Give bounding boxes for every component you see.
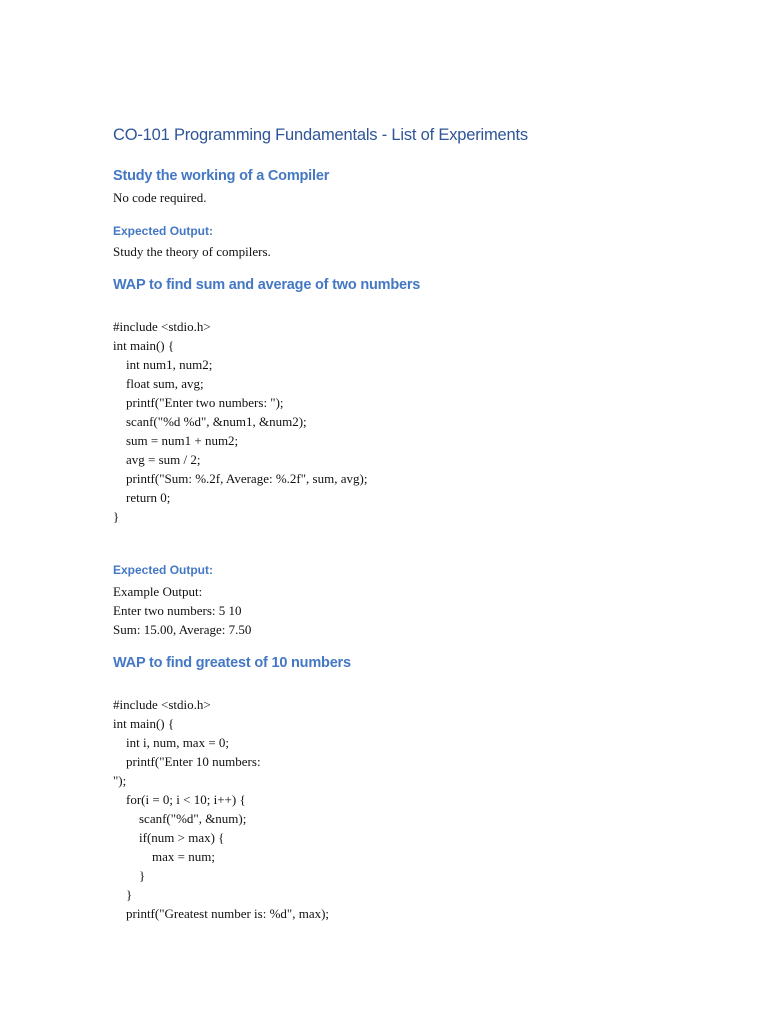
code-block (113, 317, 673, 526)
code-line: sum = num1 + num2; (113, 433, 239, 448)
expected-output-line: Sum: 15.00, Average: 7.50 (113, 622, 252, 637)
code-line: "); (113, 773, 127, 788)
section-heading: WAP to find sum and average of two numbers (113, 277, 421, 293)
code-line: } (113, 509, 120, 524)
code-line: printf("Enter 10 numbers: (113, 754, 261, 769)
code-line: } (113, 868, 146, 883)
section-heading: Study the working of a Compiler (113, 168, 330, 184)
code-line: int num1, num2; (113, 357, 213, 372)
expected-output-label: Expected Output: (113, 224, 214, 238)
code-line: max = num; (113, 849, 215, 864)
code-line: #include <stdio.h> (113, 697, 211, 712)
code-line: for(i = 0; i < 10; i++) { (113, 792, 246, 807)
code-line: scanf("%d %d", &num1, &num2); (113, 414, 307, 429)
code-line: printf("Sum: %.2f, Average: %.2f", sum, avg); (113, 471, 368, 486)
expected-output-line: Example Output: (113, 584, 203, 599)
expected-output-line: Study the theory of compilers. (113, 244, 271, 259)
expected-output-label: Expected Output: (113, 563, 214, 577)
section-compiler (113, 166, 673, 261)
code-line: printf("Enter two numbers: "); (113, 395, 284, 410)
code-block (113, 695, 673, 923)
document-page (113, 124, 673, 923)
code-line: avg = sum / 2; (113, 452, 201, 467)
document-title: CO-101 Programming Fundamentals - List of Experiments (113, 126, 528, 144)
code-line: printf("Greatest number is: %d", max); (113, 906, 330, 921)
code-line: int main() { (113, 716, 175, 731)
code-line: return 0; (113, 490, 171, 505)
section-heading: WAP to find greatest of 10 numbers (113, 655, 351, 671)
code-line: int i, num, max = 0; (113, 735, 230, 750)
code-line: int main() { (113, 338, 175, 353)
code-line: } (113, 887, 133, 902)
section-sum-average (113, 275, 673, 639)
section-body: No code required. (113, 190, 207, 205)
section-greatest-of-10 (113, 653, 673, 923)
code-line: scanf("%d", &num); (113, 811, 247, 826)
code-line: float sum, avg; (113, 376, 204, 391)
expected-output (113, 582, 673, 639)
code-line: if(num > max) { (113, 830, 225, 845)
expected-output-line: Enter two numbers: 5 10 (113, 603, 242, 618)
code-line: #include <stdio.h> (113, 319, 211, 334)
